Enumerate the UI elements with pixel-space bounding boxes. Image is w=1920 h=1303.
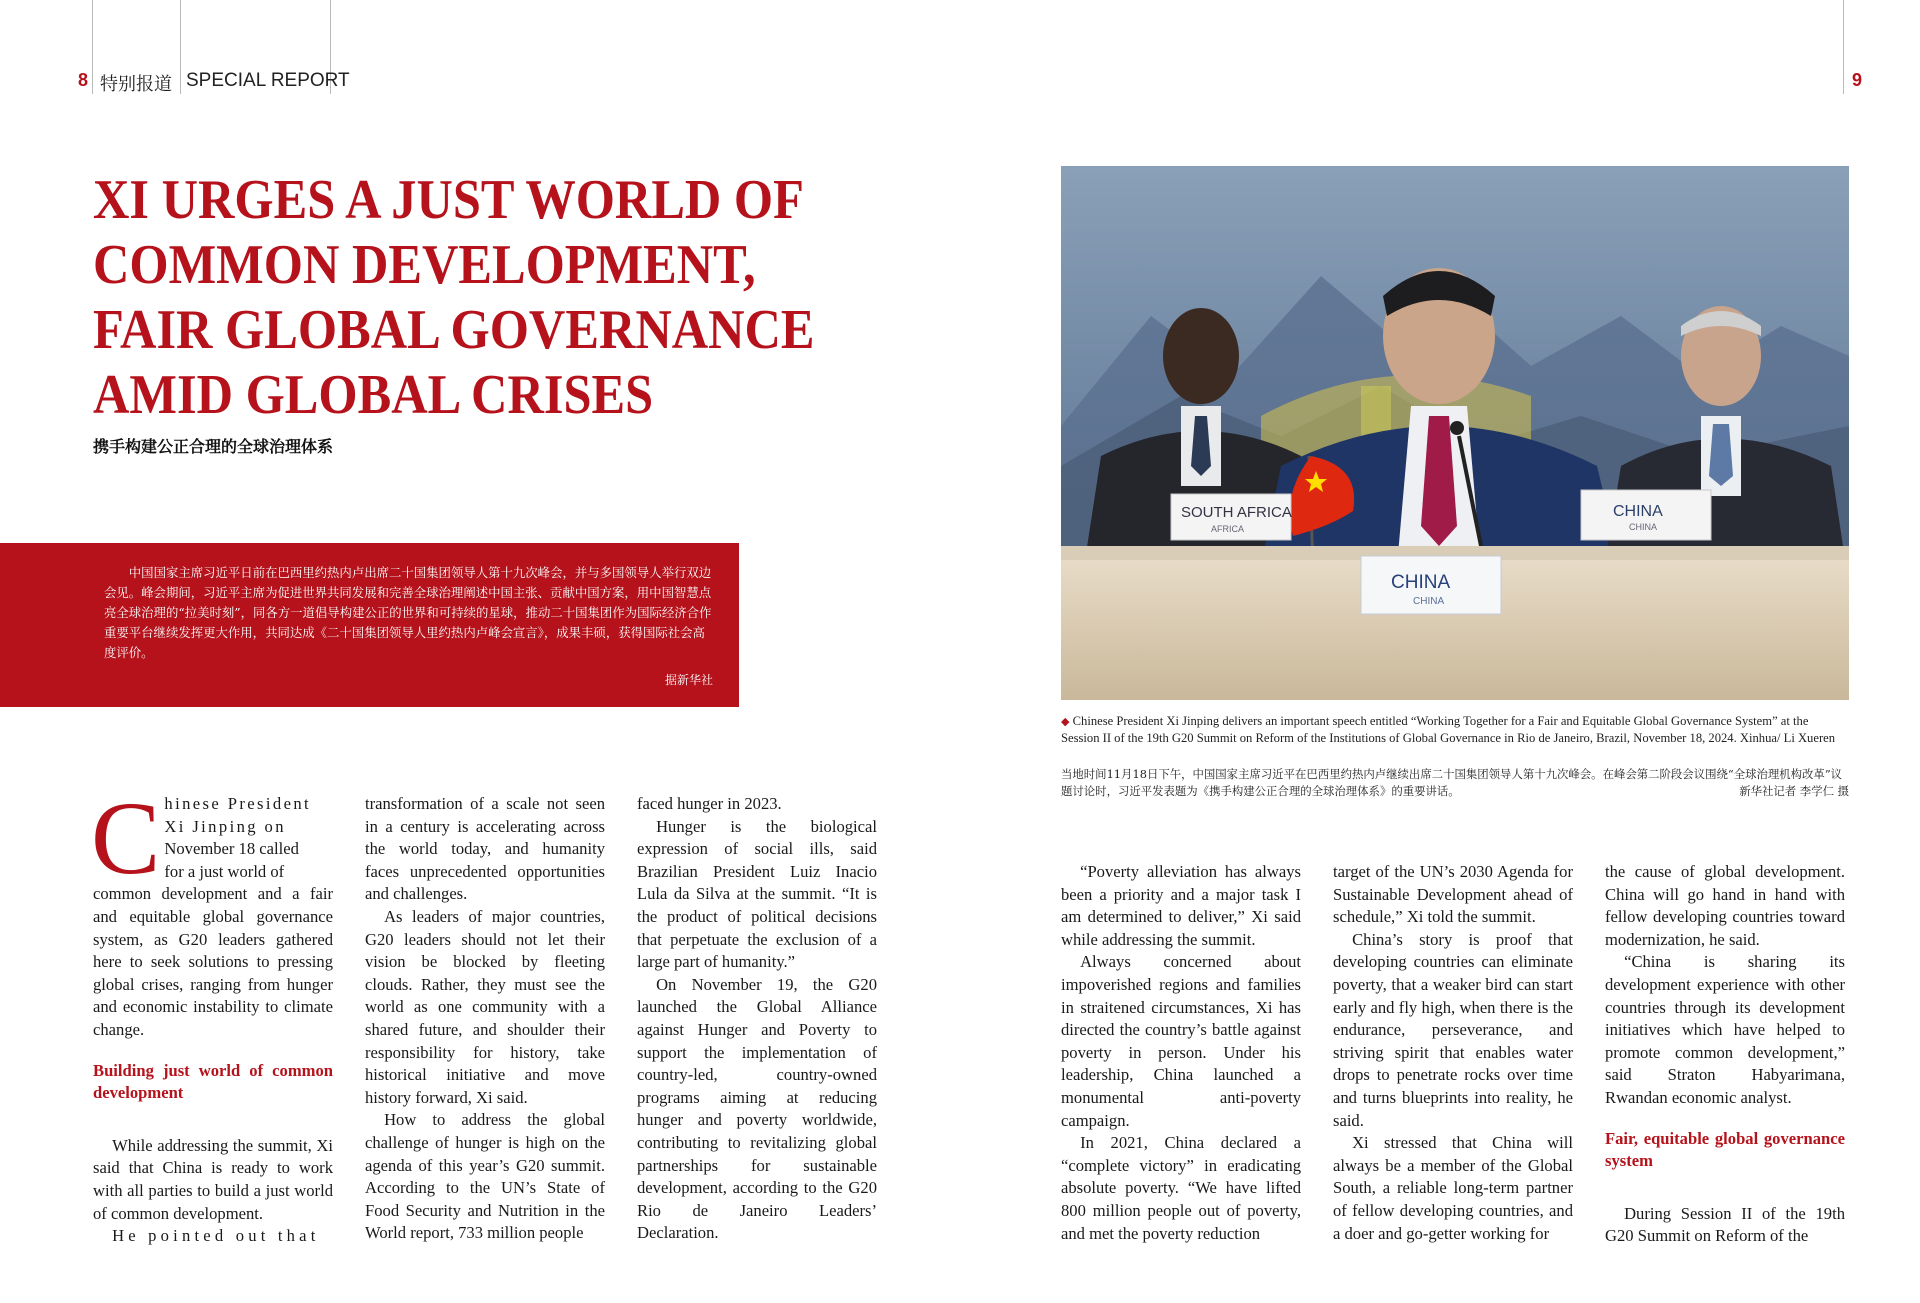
lead-line: November 18 called [164,839,299,859]
lead-line: Xi Jinping on [164,816,286,836]
body-paragraph: China’s story is proof that developing countries can eliminate poverty, that a weaker bird can start early and fly high, when there is the endurance, perseverance, and striving spirit that enables water drops to penetrate rocks over time and turns blueprints into reality, he said. [1333,929,1573,1130]
body-paragraph: In 2021, China declared a “complete victory” in eradicating absolute poverty. “We have lifted 800 million people out of poverty, and met the poverty reduction [1061,1133,1301,1243]
photo-caption-cn [1061,766,1849,800]
body-paragraph: faced hunger in 2023. [637,794,782,813]
caption-marker-icon: ◆ [1061,715,1070,728]
title-line: FAIR GLOBAL GOVERNANCE [93,299,815,361]
body-paragraph: Always concerned about impoverished regions and families in straitened circumstances, Xi has directed the country’s battle against poverty in person. Under his leadership, China launched a monumental anti-poverty campaign. [1061,952,1301,1130]
title-line: AMID GLOBAL CRISES [93,364,654,426]
lead-line: for a just world of [164,861,285,881]
header-rule [92,0,93,94]
body-paragraph: “China is sharing its development experience with other countries through its development initiatives which have helped to promote common development,” said Straton Habyarimana, Rwandan economic analyst. [1605,952,1845,1107]
header-rule [180,0,181,94]
nameplate-text: AFRICA [1211,524,1245,534]
nameplate-text: CHINA [1391,572,1451,593]
caption-en-text: Chinese President Xi Jinping delivers an important speech entitled “Working Together for a Fair and Equitable Global Governance System” at the Session II of the 19th G20 Summit on Reform of the Institutions of Global Governance in Rio de Janeiro, Brazil, November 18, 2024. Xinhua/ Li Xueren [1061,714,1836,745]
body-paragraph: During Session II of the 19th G20 Summit on Reform of the [1605,1203,1845,1246]
nameplate-text: CHINA [1413,596,1445,607]
photo-caption-en [1061,713,1849,747]
nameplate-text: SOUTH AFRICA [1181,504,1292,521]
lead-line: hinese President [164,794,312,813]
section-heading: Building just world of common development [93,1060,333,1103]
section-heading: Fair, equitable global governance system [1605,1128,1845,1171]
body-column-2 [365,793,605,1245]
summary-text: 中国国家主席习近平日前在巴西里约热内卢出席二十国集团领导人第十九次峰会，并与多国领导人举行双边会见。峰会期间，习近平主席为促进世界共同发展和完善全球治理阐述中国主张、贡献中国方案，用中国智慧点亮全球治理的“拉美时刻”，同各方一道倡导构建公正的世界和可持续的星球，推动二十国集团作为国际经济合作重要平台继续发挥更大作用，共同达成《二十国集团领导人里约热内卢峰会宣言》，成果丰硕，获得国际社会高度评价。 [104,565,712,660]
section-label-cn: 特别报道 [100,74,172,95]
body-paragraph: common development and a fair and equitable global governance system, as G20 leaders gathered here to seek solutions to pressing global crises, ranging from hunger and economic instability to climate change. [93,884,333,1039]
body-paragraph: Xi stressed that China will always be a member of the Global South, a reliable long-term partner of fellow developing countries, and a doer and go-getter working for [1333,1133,1573,1243]
body-paragraph: He pointed out that [112,1226,320,1246]
body-paragraph: While addressing the summit, Xi said that China is ready to work with all parties to build a just world of common development. [93,1135,333,1223]
photo-credit: 新华社记者 李学仁 摄 [1739,784,1849,798]
article-subtitle-cn: 携手构建公正合理的全球治理体系 [93,437,334,456]
summary-source: 据新华社 [664,673,713,687]
body-paragraph: On November 19, the G20 launched the Global Alliance against Hunger and Poverty to support the implementation of country-led, country-owned programs aiming at reducing hunger and poverty worldwide, contributing to revitalizing global partnerships for sustainable development, according to the G20 Rio de Janeiro Leaders’ Declaration. [637,974,877,1243]
body-paragraph: target of the UN’s 2030 Agenda for Sustainable Development ahead of schedule,” Xi told the summit. [1333,862,1573,927]
body-paragraph: the cause of global development. China will go hand in hand with fellow developing countries toward modernization, he said. [1605,862,1845,949]
body-column-6 [1605,861,1845,1248]
body-column-4 [1061,861,1301,1245]
title-line: XI URGES A JUST WORLD OF [93,169,804,231]
nameplate-text: CHINA [1629,522,1658,532]
body-column-3 [637,793,877,1245]
body-column-5 [1333,861,1573,1245]
summit-photo [1061,166,1849,700]
left-page-number: 8 [78,70,89,90]
body-paragraph: “Poverty alleviation has always been a priority and a major task I am determined to deliver,” Xi said while addressing the summit. [1061,862,1301,949]
body-paragraph: As leaders of major countries, G20 leaders should not let their vision be blocked by fleeting clouds. Rather, they must see the world as one community with a shared future, and shoulder their responsibility for history, take historical initiative and move history forward, Xi said. [365,906,605,1107]
section-label-en: SPECIAL REPORT [186,70,350,91]
drop-cap: C [91,781,161,896]
nameplate-text: CHINA [1613,503,1663,520]
title-line: COMMON DEVELOPMENT, [93,234,756,296]
body-column-1 [91,781,333,1248]
caption-cn-text: 当地时间11月18日下午，中国国家主席习近平在巴西里约热内卢继续出席二十国集团领导人第十九次峰会。在峰会第二阶段会议围绕“全球治理机构改革”议题讨论时，习近平发表题为《携手构建公正合理的全球治理体系》的重要讲话。 [1061,767,1843,798]
article-title [93,168,831,428]
body-paragraph: Hunger is the biological expression of social ills, said Brazilian President Luiz Inacio Lula da Silva at the summit. “It is the product of political decisions that perpetuate the exclusion of a large part of humanity.” [637,816,877,972]
right-page-number: 9 [1852,70,1863,90]
summary-box [0,543,739,707]
body-paragraph: How to address the global challenge of hunger is high on the agenda of this year’s G20 summit. According to the UN’s State of Food Security and Nutrition in the World report, 733 million people [365,1110,605,1243]
body-paragraph: transformation of a scale not seen in a century is accelerating across the world today, and humanity faces unprecedented opportunities and challenges. [365,794,605,904]
header-rule [1843,0,1844,94]
